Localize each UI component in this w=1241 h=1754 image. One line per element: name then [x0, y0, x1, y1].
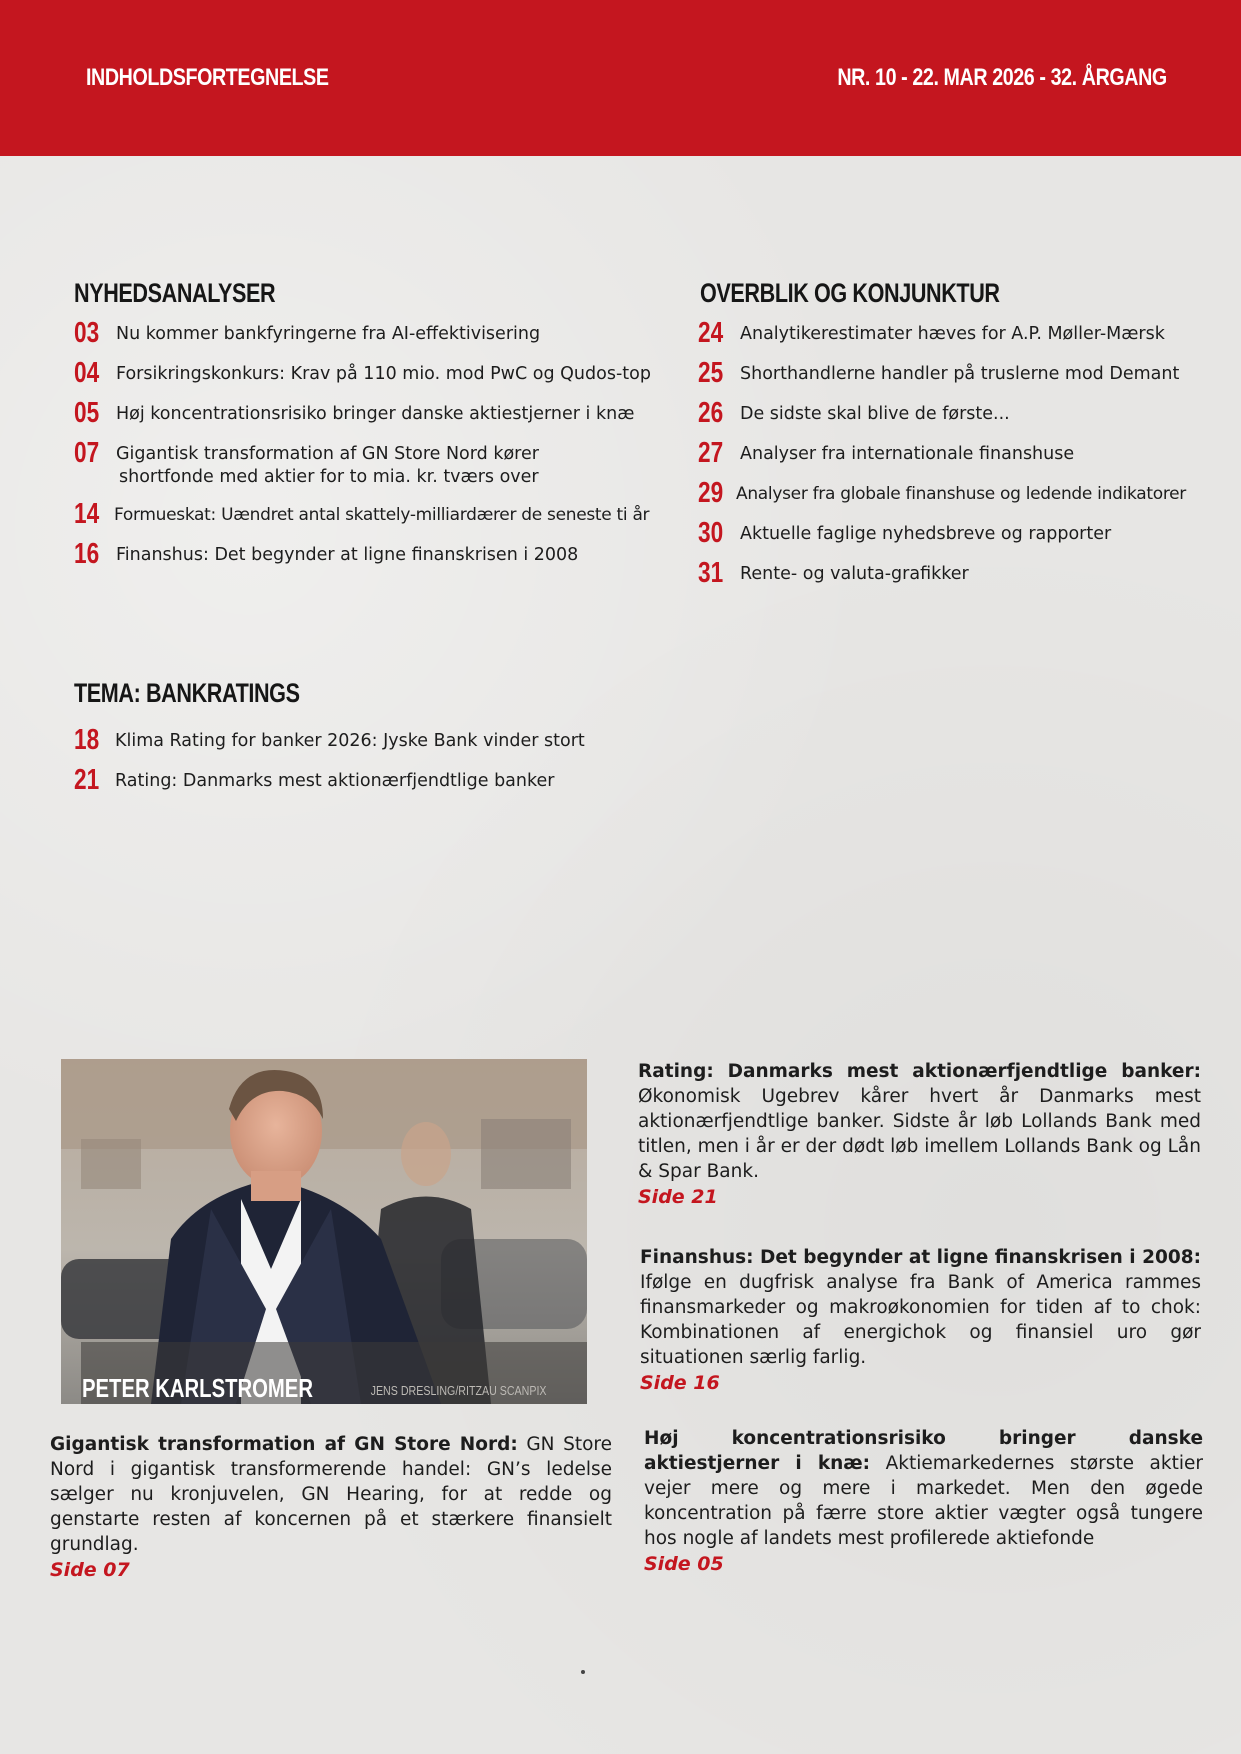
header-section-label: INDHOLDSFORTEGNELSE — [86, 64, 329, 91]
blurb-body: Ifølge en dugfrisk analyse fra Bank of America rammes finansmarkeder og makroøkonomien for tiden af to chok: Kombinationen af energichok og finansiel uro gør situationen særlig farlig. — [640, 1272, 1201, 1368]
blurb-headline: Finanshus: Det begynder at ligne finanskrisen i 2008: — [640, 1247, 1201, 1268]
blurb-koncentration[interactable] — [644, 1426, 1203, 1577]
entry-title: Finanshus: Det begynder at ligne finanskrisen i 2008 — [116, 545, 579, 565]
entry-title: Rente- og valuta-grafikker — [740, 564, 969, 584]
page-reference[interactable]: Side 16 — [640, 1372, 720, 1394]
page-number: 21 — [74, 764, 100, 796]
section-nyhedsanalyser — [74, 278, 674, 317]
section-overblik — [700, 278, 1200, 317]
page-number: 31 — [698, 557, 724, 589]
entry-title: Formueskat: Uændret antal skattely-milliardærer de seneste ti år — [114, 505, 650, 525]
page-reference[interactable]: Side 07 — [50, 1559, 130, 1581]
blurb-body: Aktiemarkedernes største aktier vejer mere og mere i markedet. Men den øgede koncentration på færre store aktier vægter også tungere hos nogle af landets mest profilerede aktiefonde — [644, 1453, 1203, 1549]
entry-title: De sidste skal blive de første... — [740, 404, 1010, 424]
page-number: 18 — [74, 724, 100, 756]
entry-title: Forsikringskonkurs: Krav på 110 mio. mod PwC og Qudos-top — [116, 364, 651, 384]
entry-title: Gigantisk transformation af GN Store Nord kører — [116, 444, 539, 464]
entry-title: Aktuelle faglige nyhedsbreve og rapporter — [740, 524, 1112, 544]
page-number: 30 — [698, 517, 724, 549]
page-number: 04 — [74, 357, 100, 389]
page-reference[interactable]: Side 21 — [638, 1186, 718, 1208]
page-number: 27 — [698, 437, 724, 469]
blurb-body: GN Store Nord i gigantisk transformerende handel: GN’s ledelse sælger nu kronjuvelen, GN Hearing, for at redde og genstarte resten af koncernen på et stærkere finansielt grundlag. — [50, 1434, 612, 1555]
page-number: 14 — [74, 498, 100, 530]
page-number: 16 — [74, 538, 100, 570]
entry-title: Høj koncentrationsrisiko bringer danske aktiestjerner i knæ — [116, 404, 635, 424]
entry-title: Analyser fra internationale finanshuse — [740, 444, 1075, 464]
feature-photo — [61, 1059, 587, 1404]
blurb-rating[interactable] — [638, 1059, 1201, 1210]
blurb-gn[interactable] — [50, 1432, 612, 1583]
section-title: OVERBLIK OG KONJUNKTUR — [700, 278, 1000, 308]
page-number: 07 — [74, 437, 100, 469]
page-number: 05 — [74, 397, 100, 429]
blurb-headline: Rating: Danmarks mest aktionærfjendtlige banker: — [638, 1061, 1201, 1082]
entry-title: Nu kommer bankfyringerne fra AI-effektivisering — [116, 324, 541, 344]
page-reference[interactable]: Side 05 — [644, 1553, 724, 1575]
header-issue-info: NR. 10 - 22. MAR 2026 - 32. ÅRGANG — [837, 64, 1167, 91]
entry-title: Analytikerestimater hæves for A.P. Møller-Mærsk — [740, 324, 1165, 344]
page-number: 25 — [698, 357, 724, 389]
section-title: NYHEDSANALYSER — [74, 278, 276, 308]
section-title: TEMA: BANKRATINGS — [74, 678, 300, 708]
page-number: 29 — [698, 477, 724, 509]
section-tema — [74, 678, 574, 717]
blurb-headline: Gigantisk transformation af GN Store Nord: — [50, 1434, 518, 1455]
caption-name: PETER KARLSTROMER — [82, 1373, 313, 1403]
blurb-headline: Høj koncentrationsrisiko bringer danske aktiestjerner i knæ: — [644, 1428, 1203, 1474]
page-number: 24 — [698, 317, 724, 349]
blurb-body: Økonomisk Ugebrev kårer hvert år Danmarks mest aktionærfjendtlige banker. Sidste år løb Lollands Bank med titlen, men i år er der dødt løb imellem Lollands Bank og Lån & Spar Bank. — [638, 1086, 1201, 1182]
header-bar — [0, 0, 1241, 156]
page-number: 03 — [74, 317, 100, 349]
entry-title: Klima Rating for banker 2026: Jyske Bank vinder stort — [115, 731, 585, 751]
blurb-finanshus[interactable] — [640, 1245, 1201, 1396]
entry-title: Shorthandlerne handler på truslerne mod Demant — [740, 364, 1180, 384]
photo-credit: JENS DRESLING/RITZAU SCANPIX — [371, 1383, 547, 1398]
page-number: 26 — [698, 397, 724, 429]
entry-title-continued: shortfonde med aktier for to mia. kr. tværs over — [119, 467, 539, 487]
paper-speck — [581, 1670, 585, 1674]
entry-title: Analyser fra globale finanshuse og ledende indikatorer — [736, 484, 1186, 504]
entry-title: Rating: Danmarks mest aktionærfjendtlige banker — [115, 771, 555, 791]
